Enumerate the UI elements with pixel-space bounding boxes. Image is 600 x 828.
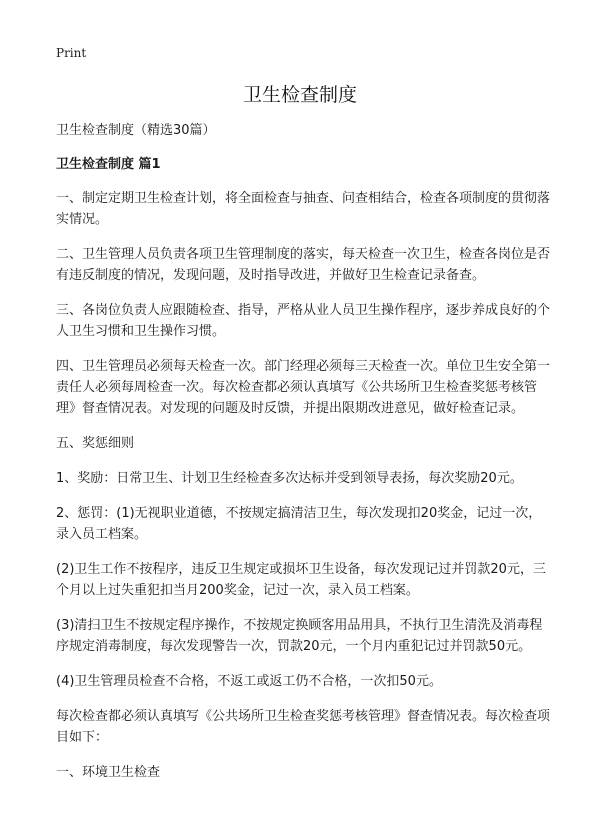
paragraph-4: 四、卫生管理员必须每天检查一次。部门经理必须每三天检查一次。单位卫生安全第一责任人必须每周检查一次。每次检查都必须认真填写《公共场所卫生检查奖惩考核管理》督查情况表。对发现的问题及时反馈，并提出限期改进意见，做好检查记录。 <box>56 359 551 416</box>
paragraph-1: 一、制定定期卫生检查计划，将全面检查与抽查、问查相结合，检查各项制度的贯彻落实情况。 <box>56 191 551 227</box>
document-subtitle: 卫生检查制度（精选30篇） <box>56 123 216 138</box>
paragraph-12: 一、环境卫生检查 <box>56 765 161 780</box>
paragraph-9: (3)清扫卫生不按规定程序操作，不按规定换顾客用品用具，不执行卫生清洗及消毒程序规定消毒制度，每次发现警告一次，罚款20元，一个月内重犯记过并罚款50元。 <box>56 618 543 654</box>
document-body <box>56 120 552 797</box>
paragraph-2: 二、卫生管理人员负责各项卫生管理制度的落实，每天检查一次卫生，检查各岗位是否有违反制度的情况，发现问题，及时指导改进，并做好卫生检查记录备查。 <box>56 247 551 283</box>
section-heading: 卫生检查制度 篇1 <box>56 157 161 172</box>
document-title: 卫生检查制度 <box>242 84 357 106</box>
paragraph-7: 2、惩罚：(1)无视职业道德，不按规定搞清洁卫生，每次发现扣20奖金，记过一次，录入员工档案。 <box>56 506 542 542</box>
paragraph-3: 三、各岗位负责人应跟随检查、指导，严格从业人员卫生操作程序，逐步养成良好的个人卫生习惯和卫生操作习惯。 <box>56 303 551 339</box>
paragraph-6: 1、奖励：日常卫生、计划卫生经检查多次达标并受到领导表扬，每次奖励20元。 <box>56 471 523 486</box>
paragraph-10: (4)卫生管理员检查不合格，不返工或返工仍不合格，一次扣50元。 <box>56 674 442 689</box>
paragraph-8: (2)卫生工作不按程序，违反卫生规定或损坏卫生设备，每次发现记过并罚款20元，三个月以上过失重犯扣当月200奖金，记过一次，录入员工档案。 <box>56 562 546 598</box>
print-link[interactable]: Print <box>56 46 87 60</box>
paragraph-11: 每次检查都必须认真填写《公共场所卫生检查奖惩考核管理》督查情况表。每次检查项目如下： <box>56 709 551 745</box>
paragraph-5: 五、奖惩细则 <box>56 436 135 451</box>
